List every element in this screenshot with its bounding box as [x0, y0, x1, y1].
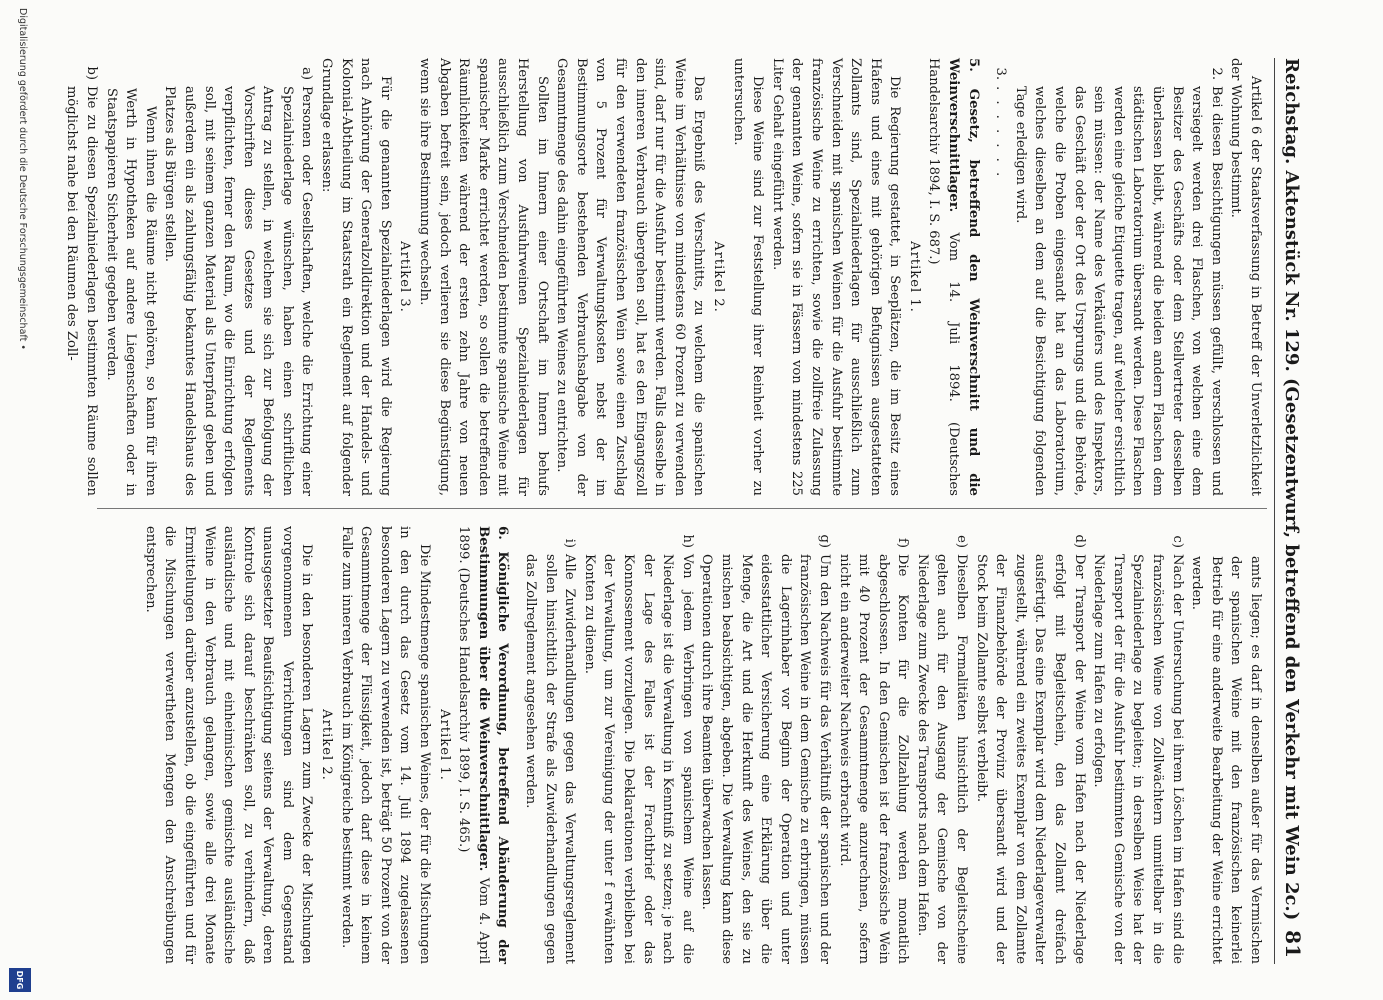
list-item: h) Von jedem Verbringen von spanischem Weine auf die Niederlage ist die Verwaltung in Kenntniß zu setzen; je nach der Lage des Falles ist der Frachtbrief oder das Konnossement vorzulegen. Die Deklarationen verbleiben bei der Verwaltung, um zur Vereinigung der unter f erwähnten Konten zu dienen. [581, 534, 695, 964]
list-item: d) Der Transport der Weine vom Hafen nach der Niederlage erfolgt mit Begleitschein, den das Zollamt dreifach ausfertigt. Das eine Exemplar wird dem Niederlageverwalter zugestellt, während ein zweites Exemplar von dem Zollamte der Finanzbehörde der Provinz übersandt wird und der Stock beim Zollamte selbst verbleibt. [973, 534, 1087, 964]
right-column [140, 526, 1265, 964]
paragraph: Artikel 6 der Staatsverfassung in Betreff der Unverletzlichkeit der Wohnung bestimmt. [1228, 58, 1263, 496]
paragraph: amts liegen; es darf in denselben außer für das Vermischen der spanischen Weine mit den französischen keinerlei Betrieb für eine anderweite Bearbeitung der Weine errichtet werden. [1189, 556, 1263, 964]
paragraph: Wenn ihnen die Räume nicht gehören, so kann für ihren Werth in Hypotheken auf andere Liegenschaften oder in Staatspapieren Sicherheit gegeben werden. [103, 88, 158, 496]
article-heading: Artikel 1. [436, 709, 452, 781]
section-heading: 6. Königliche Verordnung, betreffend Abänderung der Bestimmungen über die Weinverschnittlager. Vom 4. April 1899. (Deutsches Handelsarchiv 1899, I. S. 465.) [456, 526, 511, 964]
list-item: 3. . . . . . . . [993, 67, 1009, 180]
paragraph: Die Mindestmenge spanischen Weines, der für die Mischungen in den durch das Gesetz vom 14. Juli 1894 zugelassenen besonderen Lagern zu verwenden ist, beträgt 50 Prozent von der Gesammtmenge der Flüssigkeit, jedoch darf diese in keinem Falle zum inneren Verbrauch im Königreiche bestimmt werden. [338, 526, 433, 964]
dfg-logo: DFG [9, 968, 31, 992]
list-item: b) Die zu diesen Spezialniederlagen bestimmten Räume sollen möglichst nahe bei den Räumen des Zoll- [64, 66, 99, 496]
article-heading: Artikel 2. [710, 241, 726, 313]
running-title: Reichstag. Aktenstück Nr. 129. (Gesetzentwurf, betreffend den Verkehr mit Wein 2c.) [1281, 58, 1302, 921]
list-item: a) Personen oder Gesellschaften, welche die Errichtung einer Spezialniederlage wünschen, haben einen schriftlichen Antrag zu stellen, in welchem sie sich zur Befolgung der Vorschriften dieses Gesetzes und der Reglements verpflichten, ferner den Raum, wo die Einrichtung erfolgen soll, mit seinem ganzen Material als Unterpfand geben und außerdem ein als zahlungsfähig bekanntes Handelshaus des Platzes als Bürgen stellen. [162, 67, 315, 496]
list-item: c) Nach der Untersuchung bei ihrem Löschen im Hafen sind die französischen Weine von Zollwächtern unmittelbar in die Spezialniederlage zu begleiten; in derselben Weise hat der Transport der für die Ausfuhr bestimmten Gemische von der Niederlage zum Hafen zu erfolgen. [1091, 535, 1185, 964]
list-item: i) Alle Zuwiderhandlungen gegen das Verwaltungsreglement sollen hinsichtlich der Strafe als Zuwiderhandlungen gegen das Zollreglement angesehen werden. [523, 538, 578, 964]
article-heading: Artikel 2. [319, 709, 335, 781]
paragraph: Die in den besonderen Lagern zum Zwecke der Mischungen vorgenommenen Verrichtungen sind dem Gegenstand unausgesetzter Beaufsichtigung seitens der Verwaltung, deren Kontrole sich darauf beschränken soll, zu verhindern, daß ausländische und mit einheimischen gemischte ausländische Weine in den Verbrauch gelangen, sowie alle drei Monate Ermittelungen darüber anzustellen, ob die eingeführten und für die Mischungen verwertheten Mengen den Anschreibungen entsprechen. [142, 526, 315, 964]
list-item: f) Die Konten für die Zollzahlung werden monatlich abgeschlossen. In den Gemischen ist der französische Wein mit 40 Prozent der Gesammtmenge anzurechnen, sofern nicht ein anderweiter Nachweis erbracht wird. [836, 538, 911, 964]
paragraph: Für die genannten Spezialniederlagen wird die Regierung nach Anhörung der Generalzolldirektion und der Handels- und Kolonial-Abtheilung im Staatsrath ein Reglement auf folgender Grundlage erlassen: [319, 58, 393, 496]
digitization-credit: Digitalisierung gefördert durch die Deutsche Forschungsgemeinschaft • [17, 8, 28, 350]
paragraph: Sollten im Innern einer Ortschaft im Innern behufs Herstellung von Ausfuhrweinen Spezialniederlagen für ausschließlich zum Verschneiden bestimmte spanische Weine mit spanischer Marke errichtet werden, so sollen die betreffenden Räumlichkeiten während der ersten zehn Jahre von neuen Abgaben befreit sein, jedoch verlieren sie diese Begünstigung, wenn sie ihre Bestimmung wechseln. [417, 58, 550, 496]
left-column [62, 58, 1265, 496]
list-item: e) Dieselben Formalitäten hinsichtlich der Begleitscheine gelten auch für den Ausgang der Gemische von der Niederlage zum Zwecke des Transports nach dem Hafen. [914, 535, 970, 964]
article-heading: Artikel 3. [397, 241, 413, 313]
paragraph: Das Ergebniß des Verschnitts, zu welchem die spanischen Weine im Verhältnisse von mindestens 60 Prozent zu verwenden sind, darf nur für die Ausfuhr bestimmt werden. Falls dasselbe in den inneren Verbrauch übergehen soll, hat es den Eingangszoll für den verwendeten französischen Wein sowie einen Zuschlag von 5 Prozent für Verwaltungskosten nebst der im Bestimmungsorte bestehenden Verbrauchsabgabe von der Gesammtmenge des dahin eingeführten Weines zu entrichten. [554, 58, 707, 496]
header-rule [1274, 58, 1275, 964]
page-number: 81 [1281, 930, 1305, 958]
list-item: g) Um den Nachweis für das Verhältniß der spanischen und der französischen Weine in dem Gemische zu erbringen, müssen die Lagerinhaber vor Beginn der Operation und unter eidesstattlicher Versicherung eine Erklärung über die Menge, die Art und die Herkunft des Weines, den sie zu mischen beabsichtigen, abgeben. Die Verwaltung kann diese Operationen durch ihre Beamten überwachen lassen. [699, 534, 832, 964]
paragraph: Die Regierung gestattet, in Seeplätzen, die im Besitz eines Hafens und eines mit gehörigen Befugnissen ausgestatteten Zollamts sind, Spezialniederlagen für ausschließlich zum Verschneiden mit spanischen Weinen für die Ausfuhr bestimmte französische Weine zu errichten, sowie die zollfreie Zulassung der genannten Weine, sofern sie in Fässern von mindestens 225 Liter Gehalt eingeführt werden. [769, 58, 903, 496]
paragraph: Diese Weine sind zur Feststellung ihrer Reinheit vorher zu untersuchen. [730, 58, 766, 496]
article-heading: Artikel 1. [906, 241, 922, 313]
page-header [1277, 58, 1305, 958]
list-item: 2. Bei diesen Besichtigungen müssen gefüllt, verschlossen und versiegelt werden drei Flaschen, von welchen eine dem Besitzer des Geschäfts oder dem Stellvertreter desselben überlassen bleibt, während die beiden andern Flaschen dem städtischen Laboratorium übersandt werden. Diese Flaschen werden eine gleiche Etiquette tragen, auf welcher ersichtlich sein müssen: der Name des Verkäufers und des Inspektors, das Geschäft oder der Ort des Ursprungs und die Behörde, welche die Proben eingesandt hat an das Laboratorium, welches dieselben an dem auf die Besichtigung folgenden Tage erledigen wird. [1012, 67, 1224, 496]
column-divider [97, 508, 1267, 509]
section-heading: 5. Gesetz, betreffend den Weinverschnitt und die Weinverschnittlager. Vom 14. Juli 1894. (Deutsches Handelsarchiv 1894, I. S. 687.) [926, 58, 981, 496]
